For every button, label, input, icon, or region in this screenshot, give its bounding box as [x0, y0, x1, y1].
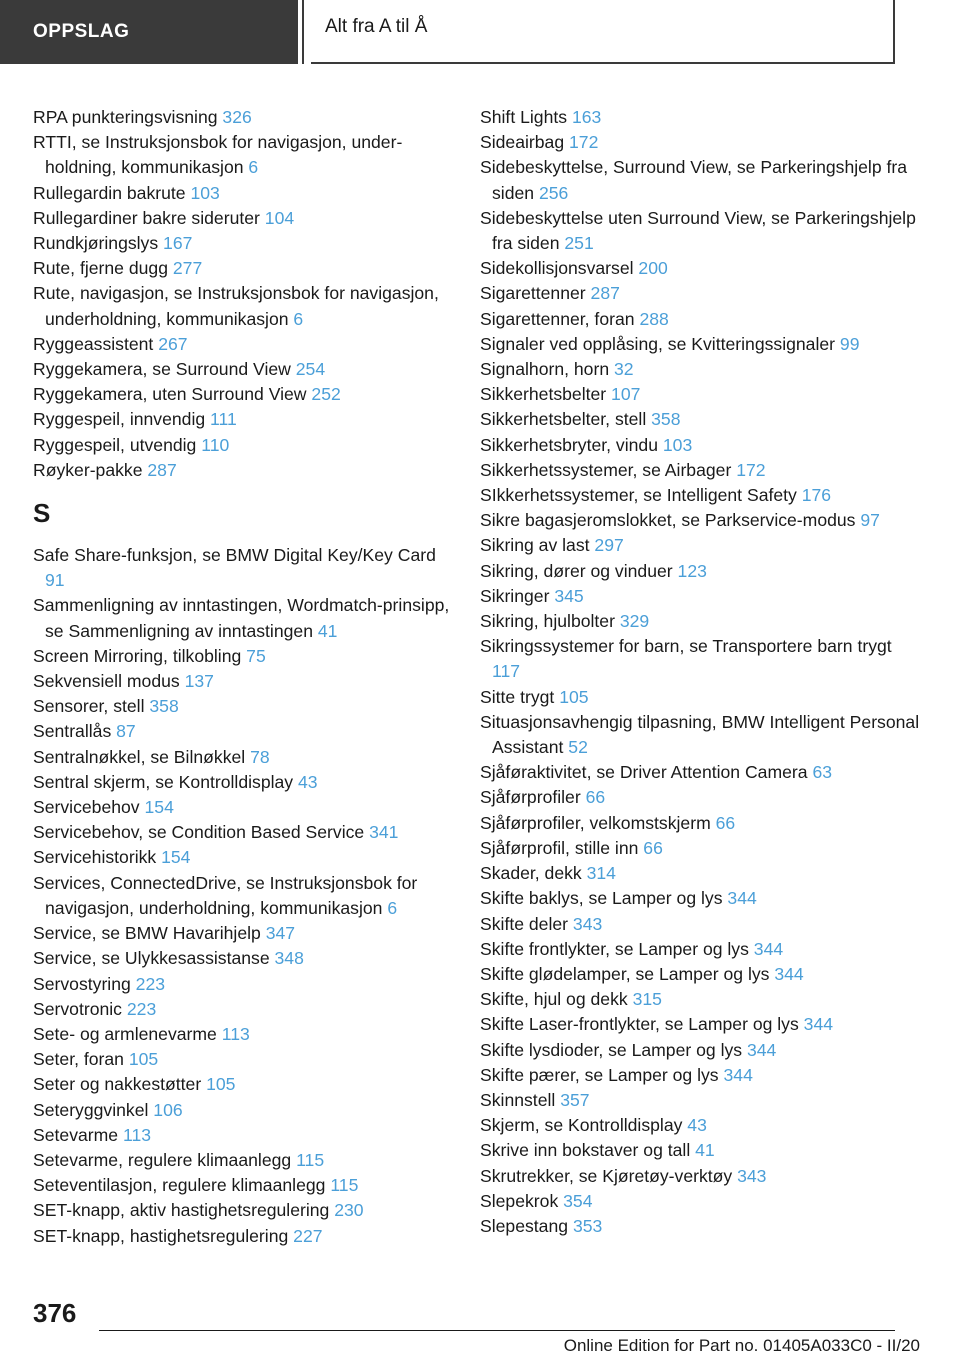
entry-text: Servostyring [33, 973, 131, 994]
index-entry [480, 508, 920, 533]
index-entry [33, 105, 453, 130]
page-link[interactable]: 6 [248, 157, 259, 178]
entry-text: Ryggespeil, innvendig [33, 409, 206, 430]
entry-text: Sidebeskyttelse, Surround View, se Parkeringshjelp fra siden [480, 157, 908, 203]
page-link[interactable]: 343 [572, 913, 603, 934]
index-entry [33, 871, 453, 921]
index-entry [33, 1047, 453, 1072]
index-column-left [33, 105, 453, 1249]
index-entry [480, 307, 920, 332]
index-entry [480, 332, 920, 357]
index-entry [33, 1224, 453, 1249]
index-entry [33, 820, 453, 845]
entry-text: Skifte, hjul og dekk [480, 989, 628, 1010]
page-link[interactable]: 326 [222, 107, 252, 127]
page-link[interactable]: 347 [265, 923, 296, 944]
entry-text: Seter og nakkestøtter [33, 1074, 202, 1095]
entry-text: Sammenligning av inntastingen, Wordmatch-prinsipp, se Sammenligning av inntastingen [33, 595, 450, 641]
page-link[interactable]: 41 [317, 620, 338, 641]
entry-text: Sjåføraktivitet, se Driver Attention Camera [480, 762, 808, 783]
section-label: OPPSLAG [33, 21, 130, 42]
page-link[interactable]: 358 [651, 409, 681, 430]
page-link[interactable]: 103 [190, 182, 220, 203]
index-entry [480, 281, 920, 306]
index-entry [480, 1063, 920, 1088]
section-letter: S [33, 498, 51, 529]
index-entry [480, 1038, 920, 1063]
page-link[interactable]: 43 [298, 771, 318, 792]
entry-text: RPA punkteringsvisning [33, 107, 218, 127]
header-divider [302, 0, 304, 64]
page-link[interactable]: 104 [264, 207, 295, 228]
entry-text: Shift Lights [480, 107, 568, 127]
page-link[interactable]: 230 [334, 1200, 364, 1221]
index-entry [480, 1164, 920, 1189]
index-entry [480, 206, 920, 256]
entry-text: Screen Mirroring, tilkobling [33, 645, 242, 666]
index-list-s-continued [480, 105, 920, 1239]
page-link[interactable]: 6 [293, 308, 304, 329]
index-entry [33, 845, 453, 870]
entry-text: Skifte glødelamper, se Lamper og lys [480, 963, 770, 984]
page-link[interactable]: 97 [860, 510, 880, 531]
entry-text: Sikkerhetsbelter, stell [480, 409, 647, 430]
page-link[interactable]: 358 [149, 696, 179, 717]
index-entry [33, 921, 453, 946]
page-link[interactable]: 66 [715, 812, 736, 833]
page-link[interactable]: 75 [246, 645, 266, 666]
page-link[interactable]: 137 [184, 671, 214, 692]
page-link[interactable]: 251 [564, 233, 594, 254]
index-entry [480, 155, 920, 205]
entry-text: Service, se Ulykkesassistanse [33, 948, 270, 969]
index-entry [33, 1072, 453, 1097]
page-link[interactable]: 344 [746, 1039, 777, 1060]
entry-text: Sikring av last [480, 535, 590, 556]
entry-text: RTTI, se Instruksjonsbok for navigasjon, underholdning, kommunikasjon [33, 132, 403, 178]
page-link[interactable]: 223 [126, 998, 157, 1019]
page-number: 376 [33, 1298, 77, 1328]
index-entry [33, 1098, 453, 1123]
index-entry [33, 1148, 453, 1173]
page-link[interactable]: 105 [206, 1074, 236, 1095]
page-link[interactable]: 172 [569, 132, 599, 153]
index-entry [480, 256, 920, 281]
index-entry [33, 644, 453, 669]
index-entry [480, 1088, 920, 1113]
page-link[interactable]: 288 [639, 308, 669, 329]
index-entry [33, 946, 453, 971]
index-column-right [480, 105, 920, 1239]
index-entry [33, 130, 453, 180]
entry-text: SET-knapp, aktiv hastighetsregulering [33, 1200, 330, 1221]
entry-text: Skifte deler [480, 913, 569, 934]
page-link[interactable]: 117 [492, 661, 521, 682]
page-link[interactable]: 277 [172, 258, 203, 279]
page-link[interactable]: 115 [330, 1175, 359, 1196]
index-entry [33, 256, 453, 281]
index-entry [480, 912, 920, 937]
entry-text: Safe Share-funksjon, se BMW Digital Key/Key Card [33, 545, 436, 566]
index-entry [480, 559, 920, 584]
entry-text: Skifte baklys, se Lamper og lys [480, 888, 723, 909]
page-link[interactable]: 105 [559, 686, 589, 707]
entry-text: Skifte frontlykter, se Lamper og lys [480, 938, 749, 959]
entry-text: Røyker-pakke [33, 459, 143, 480]
page-link[interactable]: 344 [753, 938, 784, 959]
entry-text: Rullegardiner bakre sideruter [33, 207, 260, 228]
index-entry [480, 811, 920, 836]
index-entry [33, 745, 453, 770]
entry-text: Sjåførprofil, stille inn [480, 837, 639, 858]
page-link[interactable]: 154 [161, 847, 191, 868]
page-link[interactable]: 123 [677, 560, 707, 581]
entry-text: Skinnstell [480, 1089, 556, 1110]
page-link[interactable]: 227 [293, 1225, 323, 1246]
page-link[interactable]: 103 [662, 434, 693, 455]
page-link[interactable]: 43 [687, 1115, 707, 1136]
page-link[interactable]: 52 [568, 737, 588, 758]
entry-text: Sikkerhetsbelter [480, 384, 607, 405]
entry-text: Services, ConnectedDrive, se Instruksjonsbok for navigasjon, underholdning, kommunikasjon [33, 872, 418, 918]
entry-text: Sjåførprofiler, velkomstskjerm [480, 812, 711, 833]
entry-text: Servicehistorikk [33, 847, 157, 868]
page-link[interactable]: 343 [737, 1165, 767, 1186]
entry-text: Sikre bagasjeromslokket, se Parkservice-modus [480, 510, 856, 531]
entry-text: Skifte Laser-frontlykter, se Lamper og lys [480, 1014, 799, 1035]
index-entry [480, 533, 920, 558]
index-entry [480, 836, 920, 861]
index-entry [33, 669, 453, 694]
entry-text: Sjåførprofiler [480, 787, 581, 808]
entry-text: Sete- og armlenevarme [33, 1023, 217, 1044]
page-link[interactable]: 252 [311, 384, 341, 405]
entry-text: Servicebehov [33, 797, 140, 818]
index-entry [480, 1138, 920, 1163]
page-link[interactable]: 87 [116, 721, 136, 742]
entry-text: Sigarettenner [480, 283, 586, 304]
page-link[interactable]: 32 [614, 359, 634, 380]
page-link[interactable]: 99 [839, 333, 860, 354]
index-entry [33, 332, 453, 357]
page-link[interactable]: 113 [122, 1124, 152, 1145]
page-link[interactable]: 172 [736, 459, 766, 480]
entry-text: Signaler ved opplåsing, se Kvitteringssignaler [480, 333, 836, 354]
entry-text: Seteventilasjon, regulere klimaanlegg [33, 1175, 326, 1196]
index-entry [33, 231, 453, 256]
entry-text: Setevarme, regulere klimaanlegg [33, 1149, 292, 1170]
page-link[interactable]: 110 [201, 434, 230, 455]
page-link[interactable]: 106 [153, 1099, 183, 1120]
entry-text: Sikring, hjulbolter [480, 611, 615, 632]
page-link[interactable]: 357 [560, 1089, 590, 1110]
entry-text: Rute, navigasjon, se Instruksjonsbok for navigasjon, underholdning, kommunikasjon [33, 283, 439, 329]
entry-text: Seter, foran [33, 1049, 124, 1070]
entry-text: Skrive inn bokstaver og tall [480, 1140, 691, 1161]
index-entry [480, 357, 920, 382]
page-link[interactable]: 348 [274, 948, 304, 969]
entry-text: Sikringssystemer for barn, se Transportere barn trygt [480, 636, 892, 657]
entry-text: Skjerm, se Kontrolldisplay [480, 1115, 683, 1136]
index-entry [33, 1022, 453, 1047]
index-entry [33, 972, 453, 997]
page-link[interactable]: 91 [45, 570, 65, 591]
entry-text: Sensorer, stell [33, 696, 145, 717]
index-entry [33, 281, 453, 331]
index-entry [33, 458, 453, 483]
index-entry [33, 543, 453, 593]
page-link[interactable]: 254 [295, 359, 326, 380]
entry-text: Sentral skjerm, se Kontrolldisplay [33, 771, 294, 792]
index-entry [480, 584, 920, 609]
entry-text: Servicebehov, se Condition Based Service [33, 822, 365, 843]
entry-text: Sikringer [480, 585, 550, 606]
entry-text: Skifte pærer, se Lamper og lys [480, 1064, 719, 1085]
page-link[interactable]: 107 [611, 384, 641, 405]
index-entry [480, 886, 920, 911]
index-entry [33, 1173, 453, 1198]
index-entry [33, 694, 453, 719]
page-link[interactable]: 344 [774, 963, 804, 984]
entry-text: Sentrallås [33, 721, 112, 742]
page-link[interactable]: 63 [812, 762, 833, 783]
page-link[interactable]: 256 [538, 182, 569, 203]
entry-text: Sikkerhetssystemer, se Airbager [480, 459, 732, 480]
index-entry [480, 634, 920, 684]
index-list-s [33, 543, 453, 1249]
entry-text: Sideairbag [480, 132, 565, 153]
page-link[interactable]: 111 [210, 409, 237, 430]
index-entry [33, 795, 453, 820]
index-entry [33, 719, 453, 744]
index-entry [480, 710, 920, 760]
page-link[interactable]: 341 [369, 822, 399, 843]
page-link[interactable]: 115 [296, 1149, 325, 1170]
index-entry [480, 760, 920, 785]
page-link[interactable]: 66 [585, 787, 606, 808]
chapter-title: Alt fra A til Å [325, 16, 428, 37]
page-link[interactable]: 176 [801, 485, 832, 506]
page-link[interactable]: 267 [158, 333, 188, 354]
page-link[interactable]: 163 [571, 107, 602, 127]
page-link[interactable]: 353 [572, 1215, 603, 1236]
index-entry [480, 987, 920, 1012]
page-link[interactable]: 113 [221, 1023, 250, 1044]
index-entry [33, 181, 453, 206]
page-link[interactable]: 154 [144, 797, 174, 818]
page-link[interactable]: 344 [803, 1014, 834, 1035]
page-link[interactable]: 315 [632, 989, 662, 1010]
entry-text: Situasjonsavhengig tilpasning, BMW Intelligent Personal Assistant [480, 711, 920, 758]
index-entry [480, 458, 920, 483]
page-link[interactable]: 223 [135, 973, 166, 994]
page-link[interactable]: 287 [147, 459, 177, 480]
index-entry [33, 997, 453, 1022]
page-link[interactable]: 200 [638, 258, 668, 279]
index-entry [33, 206, 453, 231]
index-entry [480, 609, 920, 634]
entry-text: Ryggekamera, se Surround View [33, 359, 291, 380]
index-entry [480, 785, 920, 810]
index-entry [480, 130, 920, 155]
page-link[interactable]: 329 [619, 611, 650, 632]
page-link[interactable]: 344 [727, 888, 757, 909]
entry-text: Rute, fjerne dugg [33, 258, 168, 279]
page-link[interactable]: 287 [590, 283, 620, 304]
entry-text: Sidekollisjonsvarsel [480, 258, 634, 279]
entry-text: Service, se BMW Havarihjelp [33, 923, 261, 944]
footer-divider [99, 1330, 895, 1331]
entry-text: Sentralnøkkel, se Bilnøkkel [33, 746, 246, 767]
entry-text: Rundkjøringslys [33, 233, 159, 254]
page-link[interactable]: 66 [643, 837, 663, 858]
entry-text: SIkkerhetssystemer, se Intelligent Safety [480, 485, 797, 506]
index-entry [33, 382, 453, 407]
index-entry [480, 685, 920, 710]
entry-text: SET-knapp, hastighetsregulering [33, 1225, 289, 1246]
index-entry [480, 962, 920, 987]
entry-text: Sigarettenner, foran [480, 308, 635, 329]
entry-text: Sitte trygt [480, 686, 555, 707]
index-entry [33, 770, 453, 795]
index-entry [480, 105, 920, 130]
index-entry [480, 861, 920, 886]
index-entry [33, 407, 453, 432]
page-link[interactable]: 345 [554, 585, 584, 606]
page-link[interactable]: 167 [163, 233, 193, 254]
index-entry [33, 1198, 453, 1223]
entry-text: Rullegardin bakrute [33, 182, 186, 203]
entry-text: Skifte lysdioder, se Lamper og lys [480, 1039, 743, 1060]
entry-text: Ryggespeil, utvendig [33, 434, 197, 455]
entry-text: Slepekrok [480, 1190, 559, 1211]
index-entry [480, 433, 920, 458]
index-entry [33, 433, 453, 458]
chapter-header [311, 0, 895, 64]
entry-text: Sikkerhetsbryter, vindu [480, 434, 658, 455]
index-entry [480, 407, 920, 432]
entry-text: Sikring, dører og vinduer [480, 560, 673, 581]
index-entry [33, 593, 453, 643]
edition-note: Online Edition for Part no. 01405A033C0 - II/20 [563, 1336, 920, 1355]
section-tab [0, 0, 298, 64]
entry-text: Ryggekamera, uten Surround View [33, 384, 307, 405]
index-entry [33, 1123, 453, 1148]
page-link[interactable]: 78 [250, 746, 270, 767]
page-link[interactable]: 297 [594, 535, 624, 556]
index-list-r [33, 105, 453, 483]
page-link[interactable]: 354 [563, 1190, 593, 1211]
index-entry [480, 382, 920, 407]
entry-text: Sekvensiell modus [33, 671, 180, 692]
page-link[interactable]: 41 [695, 1140, 715, 1161]
index-entry [480, 1012, 920, 1037]
page-link[interactable]: 314 [586, 863, 616, 884]
index-entry [480, 483, 920, 508]
page-link[interactable]: 105 [128, 1049, 159, 1070]
entry-text: Sidebeskyttelse uten Surround View, se Parkeringshjelp fra siden [480, 207, 916, 254]
index-entry [480, 1214, 920, 1239]
entry-text: Slepestang [480, 1215, 569, 1236]
index-entry [33, 357, 453, 382]
index-entry [480, 1189, 920, 1214]
index-entry [480, 1113, 920, 1138]
page-link[interactable]: 6 [387, 897, 398, 918]
page-link[interactable]: 344 [723, 1064, 753, 1085]
entry-text: Servotronic [33, 998, 122, 1019]
entry-text: Skrutrekker, se Kjøretøy-verktøy [480, 1165, 733, 1186]
entry-text: Seteryggvinkel [33, 1099, 149, 1120]
entry-text: Skader, dekk [480, 863, 582, 884]
entry-text: Signalhorn, horn [480, 359, 610, 380]
entry-text: Setevarme [33, 1124, 119, 1145]
index-entry [480, 937, 920, 962]
entry-text: Ryggeassistent [33, 333, 154, 354]
